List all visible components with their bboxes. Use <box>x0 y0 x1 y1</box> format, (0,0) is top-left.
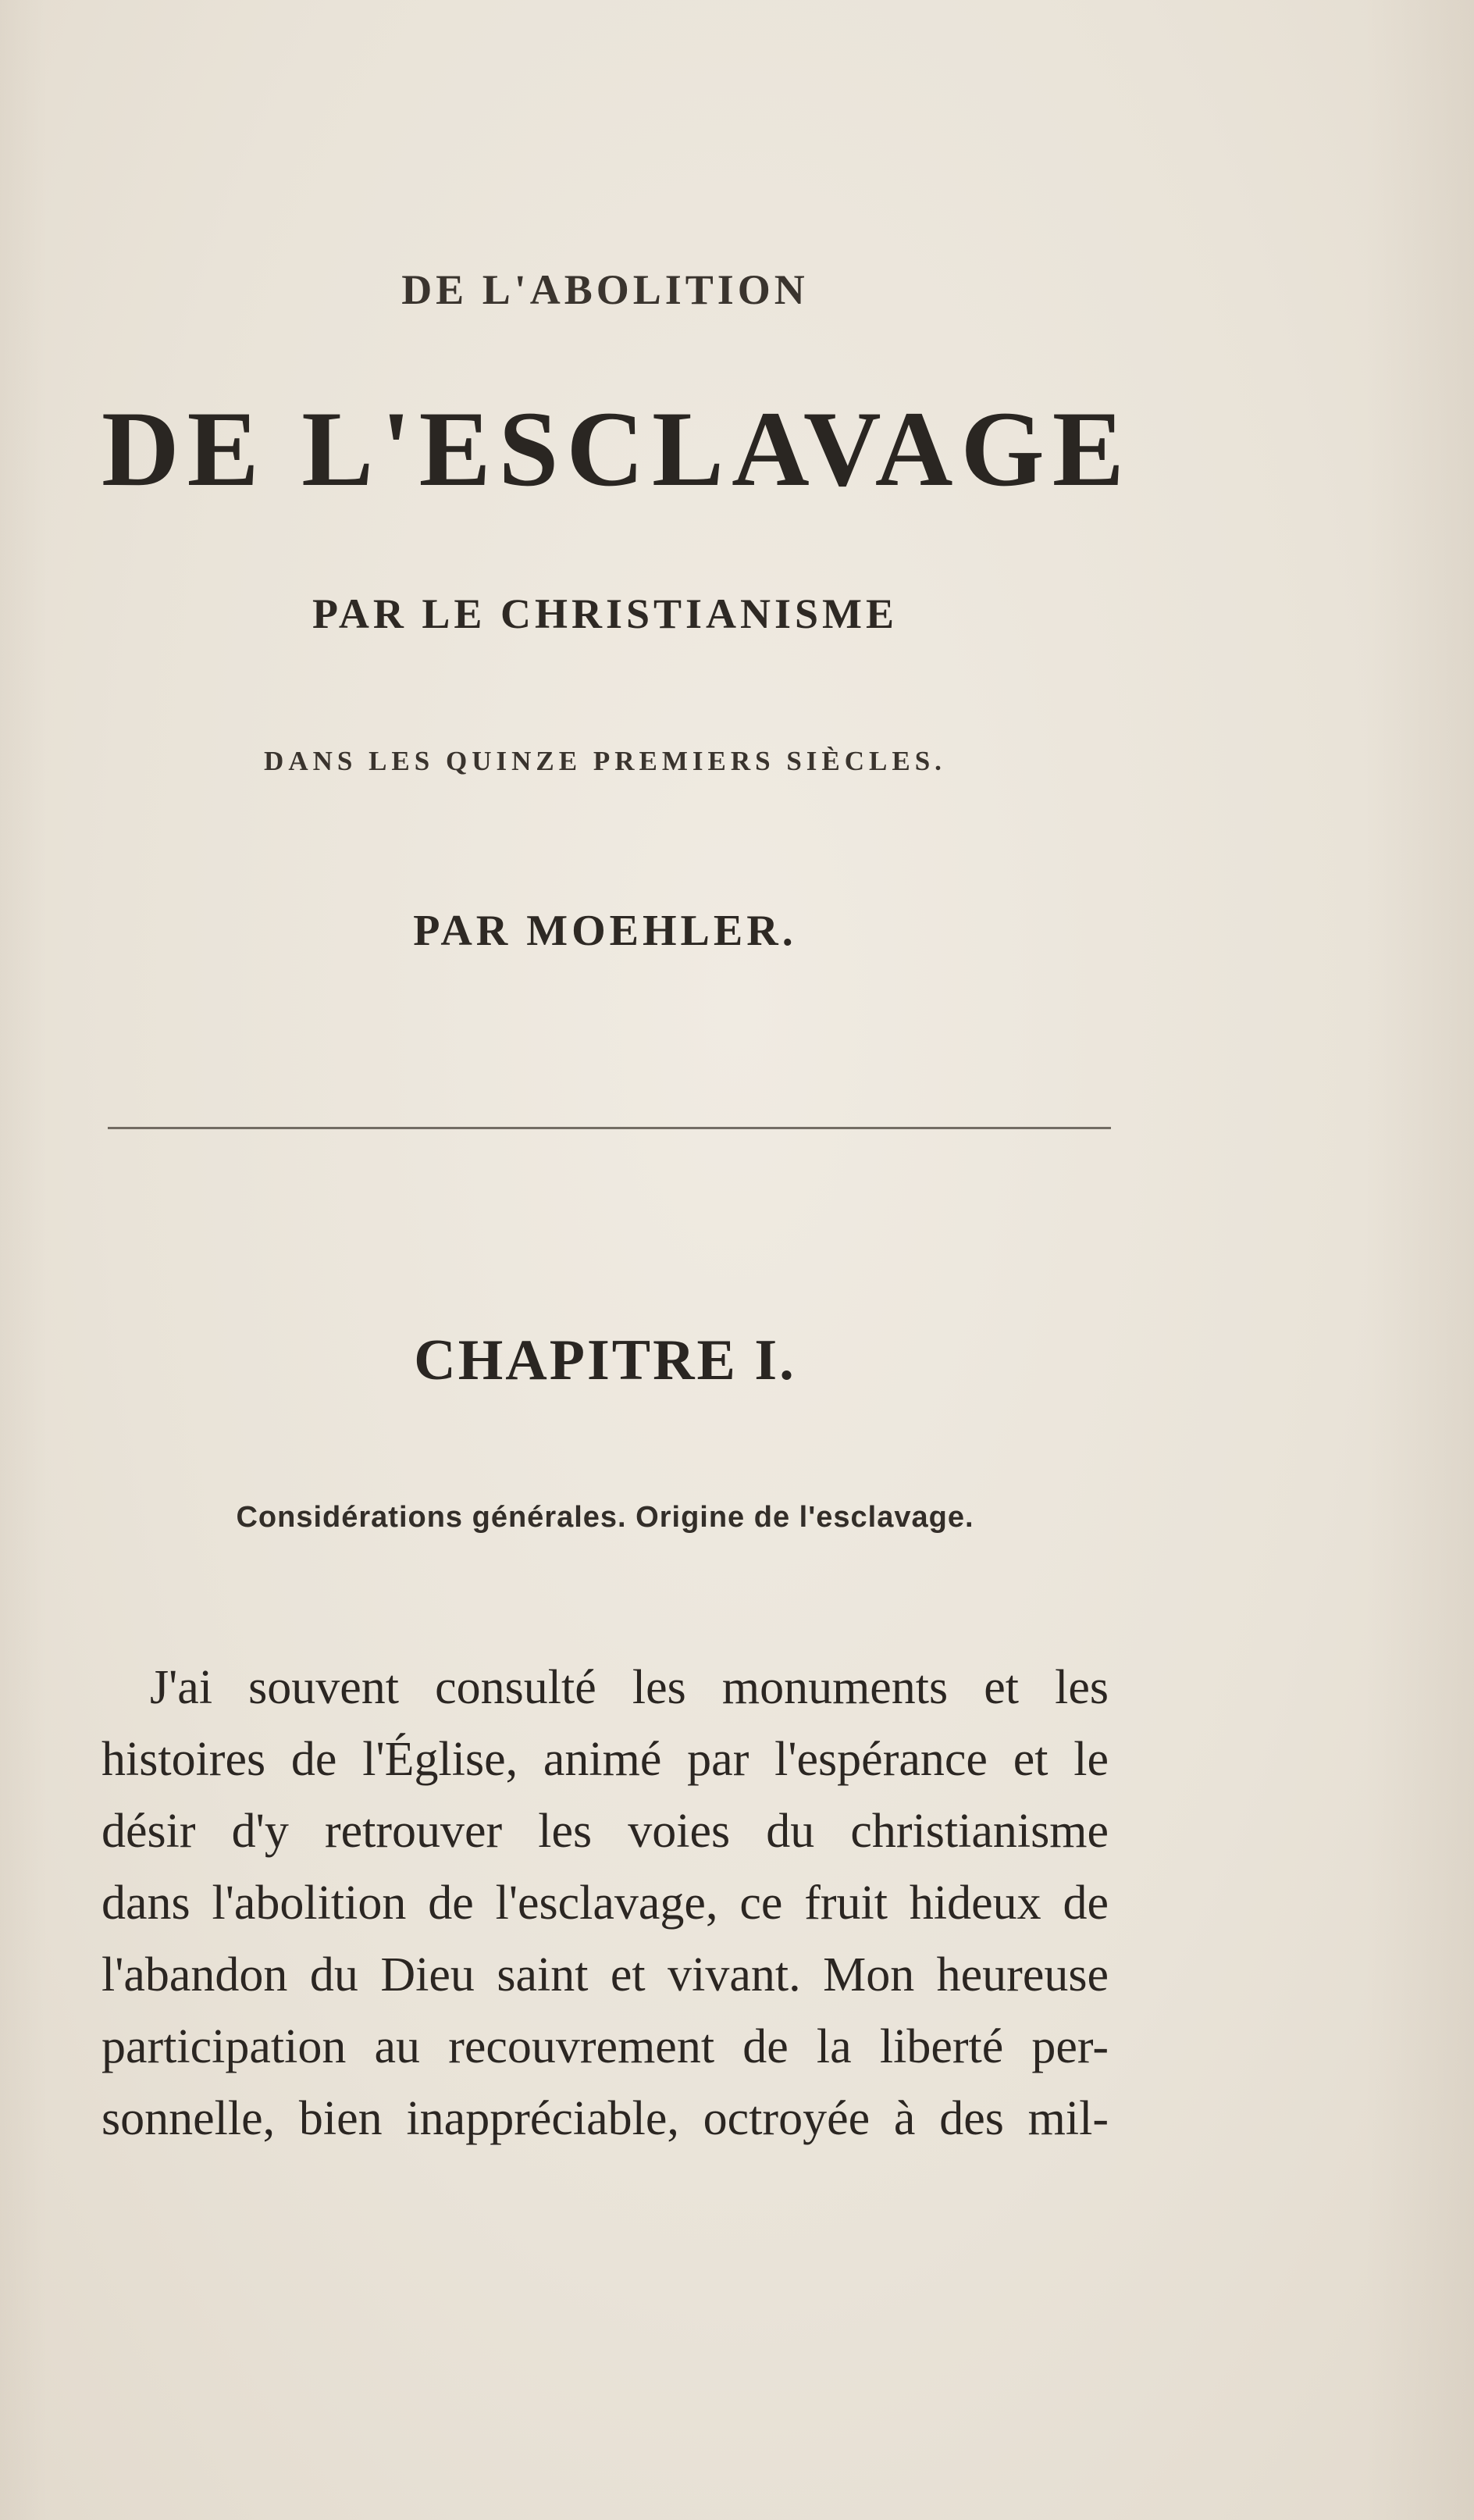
chapter-subtitle: Considérations générales. Origine de l'esclavage. <box>236 1501 974 1534</box>
body-line: dans l'abolition de l'esclavage, ce fruit hideux de <box>101 1877 1109 1930</box>
title-line-4: DANS LES QUINZE PREMIERS SIÈCLES. <box>264 746 946 776</box>
body-line: participation au recouvrement de la liberté per- <box>101 2020 1109 2073</box>
body-line: histoires de l'Église, animé par l'espérance et le <box>101 1733 1109 1786</box>
body-paragraph <box>101 1652 1109 2155</box>
chapter-heading: CHAPITRE I. <box>414 1328 796 1392</box>
body-line: désir d'y retrouver les voies du christianisme <box>101 1805 1109 1858</box>
body-line: sonnelle, bien inappréciable, octroyée à des mil- <box>101 2092 1109 2145</box>
page-edge-left <box>0 0 47 2520</box>
author-line: PAR MOEHLER. <box>413 907 797 955</box>
title-line-3: PAR LE CHRISTIANISME <box>312 590 899 637</box>
horizontal-rule <box>108 1127 1111 1129</box>
body-line: l'abandon du Dieu saint et vivant. Mon heureuse <box>101 1948 1109 2001</box>
title-line-1: DE L'ABOLITION <box>401 266 809 313</box>
body-line: J'ai souvent consulté les monuments et les <box>150 1661 1109 1714</box>
page-edge-right <box>1365 0 1474 2520</box>
main-title: DE L'ESCLAVAGE <box>101 389 1132 508</box>
